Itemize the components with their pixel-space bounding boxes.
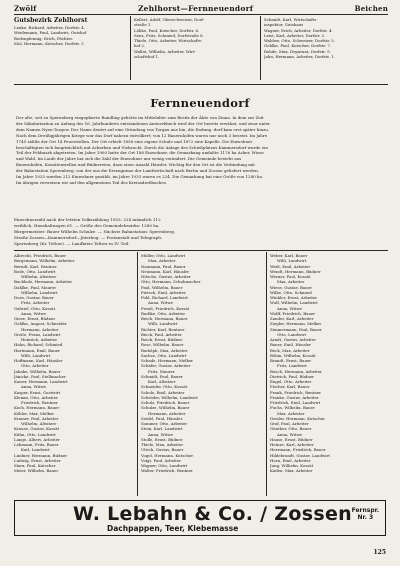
paragraph-line: Teil der Feldmark abgetreten. Im Jahre 1900 hatte der Ort 188 Einwohner, die Gemarkung umfaßte 1176 ha Acker, Wiese: [16, 150, 264, 156]
resident-entry: Dahlke, Paul, Maurer: [14, 284, 57, 290]
resident-entry: Max, Arbeiter: [277, 410, 305, 416]
ad-products: Dachpappen, Teer, Klebemasse: [107, 524, 239, 533]
statistics-block: [14, 217, 344, 247]
resident-entry: Dietrich, Paul, Büdner: [270, 373, 315, 379]
paragraph-line: beschäftigten sich hauptsächlich mit Ackerbau und Viehzucht. Durch die Anlage des Schießplatzes Kummersdorf wurde ein: [16, 144, 268, 150]
resident-entry: Friedrich, Emil, Landwirt: [270, 400, 321, 405]
resident-entry: Neumann, Karl, Häusler: [141, 268, 190, 274]
resident-entry: Kramer, Paul, Arbeiter: [14, 415, 59, 421]
section-heading: Gutsbezirk Zehlhorst: [14, 17, 88, 24]
paragraph-line: der Säkularisation zu Anfang des 16. Jahrhunderts entstandenen Amtserbbuch wird der Ort bereits erwähnt, und zwar unter: [16, 120, 271, 126]
section-title: Fernneuendorf: [150, 96, 250, 110]
resident-entry: Lange, Albert, Arbeiter: [14, 436, 60, 442]
resident-entry: Franke, Gustav, Arbeiter: [270, 394, 319, 400]
resident-entry: Wolf, Wilhelm, Landwirt: [270, 300, 318, 306]
resident-entry: Engel, Otto, Arbeiter: [270, 379, 312, 384]
section-rule: [14, 84, 388, 85]
advertisement: [14, 500, 386, 536]
resident-entry: Hartmann, Emil, Bauer: [14, 347, 60, 353]
residents-column-2: [141, 253, 263, 495]
resident-entry: Zander, Karl, Arbeiter: [270, 316, 314, 321]
resident-entry: Geisler, Hermann, Kutscher: [270, 415, 325, 421]
resident-entry: Kasper, Ernst, Gastwirt: [14, 389, 61, 395]
resident-entry: Beck, Max, Arbeiter: [270, 347, 310, 353]
resident-entry: Wilhelm, Altsitzer: [21, 421, 57, 426]
resident-entry: Pohl, Richard, Landwirt: [141, 295, 188, 300]
resident-entry: Jänicke, Paul, Stellmacher: [14, 373, 66, 379]
resident-entry: Willi, Landwirt: [277, 258, 307, 264]
resident-entry: Werner, Paul, Kossät: [270, 274, 311, 279]
column-divider: [130, 16, 131, 80]
resident-entry: Wilke, Otto, Schmied: [270, 289, 312, 295]
resident-entry: Wagner, Erich, Arbeiter, Dorfstr. 4.: [264, 27, 333, 33]
resident-entry: Fuchs, Wilhelm, Bauer: [270, 405, 315, 411]
resident-entry: schaftshof 1.: [134, 53, 160, 59]
resident-entry: Wiese, Gustav, Bauer: [270, 284, 312, 290]
resident-entry: Jahnke, Wilhelm, Bauer: [14, 368, 61, 374]
resident-entry: Wallat, Wilhelm, Arbeiter, Wirt-: [134, 48, 196, 54]
resident-entry: Lehmann, Fritz, Bauer: [14, 442, 59, 447]
resident-entry: Sommer, Otto, Arbeiter: [141, 421, 188, 426]
resident-entry: Köhler, Max, Melker: [14, 410, 55, 416]
resident-entry: Kellert, Adolf, Oberschweizer, Dorf-: [134, 17, 205, 22]
resident-entry: Wagner, Otto, Landwirt: [141, 463, 188, 468]
resident-entry: Nitsche, Gustav, Arbeiter: [141, 274, 191, 279]
resident-entry: Mol, Hermann, Kutscher, Dorfstr. 3: [14, 40, 84, 46]
ad-firm-name: W. Lebahn & Co. / Zossen: [73, 503, 352, 525]
resident-entry: Walter, Friedrich, Rentner: [141, 468, 193, 474]
page-header: [14, 3, 388, 15]
resident-entry: Gohlke, Paul, Kutscher, Dorfstr. 7.: [264, 43, 332, 49]
resident-entry: Radtke, Otto, Arbeiter: [141, 310, 186, 316]
resident-entry: Richter, Karl, Rentner: [141, 326, 185, 332]
paragraph-line: Im Jahre 1925 wurden 212 Einwohner gezählt, im Jahre 1933 waren es 224. Die Gemarkung hat eine Größe von 1280 ha.: [16, 174, 264, 180]
resident-entry: Ziegler, Hermann, Melker: [270, 321, 322, 327]
resident-entry: Hildebrandt, Gustav, Landwirt: [270, 452, 330, 458]
resident-entry: inspektor, Gutshaus: [264, 22, 304, 28]
resident-entry: Müller, Otto, Landwirt: [141, 253, 186, 258]
statistics-line: Bürgermeister: Bauer Wilhelm Schulze. — Nächste Bahnstation: Sperenberg.: [14, 228, 176, 234]
resident-entry: Weber, Karl, Bauer: [270, 253, 308, 258]
resident-entry: Weiß, Emil, Arbeiter: [270, 263, 311, 269]
resident-entry: Sachse, Otto, Landwirt: [141, 352, 187, 358]
paragraph-line: Der alte, seit zu Sperenberg eingepfarrte Rundling gehörte im Mittelalter zum Besitz der Äbte von Zinna. In dem zur Zeit: [16, 115, 264, 120]
ad-phone-number: Nr. 3: [357, 514, 374, 521]
resident-entry: Voigt, Paul, Arbeiter: [141, 457, 181, 463]
resident-entry: Schulze, Wilhelm, Bauer: [141, 405, 190, 411]
resident-entry: Klemm, Otto, Arbeiter: [14, 394, 58, 400]
ad-phone-label: Fernspr.: [351, 507, 379, 514]
resident-entry: Thiele, Max, Arbeiter: [141, 442, 184, 447]
resident-entry: Löbke, Paul, Kutscher, Dorfstr. 6.: [134, 27, 200, 33]
resident-entry: Kaden, Max, Arbeiter: [270, 468, 313, 474]
resident-entry: Wendt, Hermann, Büdner: [270, 268, 321, 274]
resident-entry: Herrmann, Friedrich, Bauer: [270, 447, 326, 453]
statistics-line: Sperenberg (Kr. Teltow). — Landkreis Teltow in IV. Teil.: [14, 240, 130, 246]
resident-entry: Willi, Landwirt: [148, 321, 178, 327]
resident-entry: Anna, Witwe: [277, 431, 302, 437]
residents-column-1: [14, 253, 134, 495]
resident-entry: Anna, Witwe: [21, 310, 46, 316]
resident-entry: Böhm, Wilhelm, Kossät: [270, 352, 316, 358]
resident-entry: Anna, Witwe: [277, 305, 302, 311]
header-center: Zehlhorst—Fernneuendorf: [137, 4, 254, 13]
resident-entry: Schmidt, Paul, Bauer: [141, 373, 183, 379]
resident-entry: Rieck, Paul, Arbeiter: [141, 331, 182, 337]
resident-entry: Horn, Emil, Arbeiter: [270, 457, 311, 463]
resident-entry: Bodenpfennig, Erich, Pächter.: [14, 35, 74, 41]
resident-entry: Heinrich, Arbeiter: [21, 337, 58, 342]
paragraph-line: der Bahnstation Sperenberg, von der aus die Erzeugnisse der Landwirtschaft nach Berlin und Zossen geliefert werden.: [16, 168, 259, 174]
resident-entry: Pietsch, Emil, Arbeiter: [141, 289, 186, 295]
paragraph-line: und Wald. Im Laufe der Jahre hat sich die Zahl der Einwohner nur wenig verändert. Die Gemeinde besteht aus: [16, 156, 242, 162]
resident-entry: Arndt, Gustav, Arbeiter: [270, 337, 316, 342]
resident-entry: Berndt, Karl, Rentner: [14, 263, 57, 269]
resident-entry: Koch, Hermann, Bauer: [14, 405, 60, 411]
top-middle-column: [134, 17, 256, 77]
resident-entry: Schulz, Friedrich, Bauer: [141, 400, 190, 405]
paragraph-line: Bauernhöfen, Kossätenstellen und Büdnereien, dazu einer Anzahl Häusler. Wichtig für den Ort ist die Verbindung mit: [16, 162, 255, 168]
resident-entry: Heinze, Karl, Arbeiter: [270, 442, 314, 447]
resident-entry: Hermann, Arbeiter: [21, 326, 59, 332]
resident-entry: Fritz, Maurer: [148, 368, 175, 374]
resident-entry: Krause, Gustav, Kossät: [14, 426, 60, 432]
resident-entry: Max, Arbeiter: [148, 258, 176, 264]
resident-entry: Zimmermann, Paul, Bauer: [270, 326, 322, 332]
resident-entry: Dorn, Gustav, Bauer: [14, 295, 54, 300]
resident-entry: Brandt, Ernst, Bauer: [270, 358, 312, 363]
resident-entry: Waldow, Otto, Schweizer, Dorfstr. 5.: [264, 38, 335, 43]
resident-entry: Reich, Hermann, Bauer: [141, 316, 188, 321]
resident-entry: Marx, Paul, Kutscher: [14, 463, 56, 468]
resident-entry: Roick, Ernst, Büdner: [141, 337, 183, 342]
resident-entry: Meier, Wilhelm, Bauer: [14, 468, 59, 474]
resident-entry: Scholz, Emil, Arbeiter: [141, 389, 185, 395]
resident-entry: Rose, Wilhelm, Bauer: [141, 342, 184, 348]
resident-entry: Leist, Karl, Arbeiter, Dorfstr. 2.: [264, 32, 326, 38]
resident-entry: Otto, Hermann, Schuhmacher: [141, 279, 201, 285]
resident-entry: Hermann, Arbeiter: [148, 410, 186, 416]
resident-entry: Wolff, Friedrich, Bauer: [270, 310, 316, 316]
resident-entry: Paul, Wilhelm, Bauer: [141, 284, 183, 290]
resident-entry: Karl, Altsitzer: [148, 379, 176, 384]
resident-entry: Fritz, Arbeiter: [21, 300, 50, 306]
resident-entry: Graf, Paul, Arbeiter: [270, 421, 309, 426]
resident-entry: Rudolph, Max, Arbeiter: [141, 347, 188, 353]
resident-entry: Frank, Friedrich, Rentner: [270, 389, 322, 395]
resident-entry: straße 1.: [134, 22, 152, 28]
resident-entry: hof 2.: [134, 43, 146, 49]
resident-entry: Thiele, Otto, Arbeiter, Wirtschafts-: [134, 38, 203, 43]
resident-entry: Schäfer, Gustav, Arbeiter: [141, 363, 191, 369]
resident-entry: Giese, Ernst, Büdner: [14, 316, 56, 321]
resident-entry: Buchholz, Hermann, Arbeiter: [14, 279, 73, 285]
resident-entry: Senz, Fritz, Schmied, Dorfstraße 8.: [134, 32, 204, 38]
resident-entry: Stein, Karl, Landwirt: [141, 426, 183, 432]
resident-entry: Lenke, Richard, Arbeiter, Dorfstr. 4.: [14, 25, 85, 30]
resident-entry: Stolle, Ernst, Büdner: [141, 436, 183, 442]
page-number: 125: [373, 549, 386, 556]
resident-entry: Schade, Hermann, Melker: [141, 358, 194, 363]
resident-entry: Busch, Hermann, Arbeiter: [270, 368, 323, 374]
column-divider: [260, 16, 261, 80]
column-divider: [266, 252, 267, 496]
top-left-column: [14, 17, 126, 77]
resident-entry: Winkler, Ernst, Arbeiter: [270, 295, 318, 300]
resident-entry: Kühn, Otto, Landwirt: [14, 431, 56, 437]
resident-entry: Bode, Otto, Landwirt: [14, 268, 56, 274]
header-left: Zwölf: [14, 4, 37, 13]
resident-entry: Naumann, Paul, Bauer: [141, 263, 186, 269]
resident-entry: Fischer, Karl, Bauer: [270, 384, 310, 390]
resident-entry: Wilhelm, Altsitzer: [21, 274, 57, 279]
resident-entry: Gohlke, August, Schneider: [14, 321, 67, 327]
resident-entry: Hoffmann, Karl, Häusler: [14, 358, 63, 363]
resident-entry: Anna, Witwe: [148, 300, 173, 306]
resident-entry: Bergemann, Wilhelm, Arbeiter: [14, 258, 75, 264]
resident-entry: Haase, Ernst, Büdner: [270, 436, 313, 442]
resident-entry: Jung, Wilhelm, Kossät: [270, 463, 314, 468]
ad-phone: [352, 507, 379, 521]
resident-entry: Preuß, Friedrich, Kossät: [141, 305, 190, 311]
resident-entry: Friedrich, Rentner: [21, 400, 58, 405]
header-right: Beichen: [354, 4, 388, 13]
resident-entry: Hahn, Richard, Schmied: [14, 342, 63, 348]
resident-entry: Otto, Arbeiter: [21, 363, 49, 369]
history-paragraph: [16, 115, 386, 186]
resident-entry: Große, Franz, Landwirt: [14, 331, 61, 337]
paragraph-line: 1745 zählte der Ort 14 Feuerstellen. Der Ort erhielt 1856 eine eigene Schule und 1872 eine Kapelle. Die Einwohner: [16, 138, 253, 144]
resident-entry: Wilhelm, Landwirt: [21, 289, 58, 295]
resident-entry: Weidemann, Paul, Landwirt, Gutshof: [14, 30, 87, 36]
statistics-line: weiblich, Haushaltungen 61. — Größe des Gemeindebezirks: 1280 ha.: [14, 222, 160, 228]
resident-entry: Günther, Otto, Bauer: [270, 426, 312, 432]
resident-entry: Anna, Witwe: [148, 431, 173, 437]
statistics-line: Einwohnerzahl nach der letzten Volkszählung 1933: 224 männlich 112: [14, 217, 161, 222]
resident-entry: Anna, Witwe: [21, 384, 46, 390]
resident-entry: Willi, Landwirt: [21, 352, 51, 358]
resident-entry: Bauer, Emil, Häusler: [270, 342, 312, 348]
resident-entry: Schneider, Otto, Kossät: [141, 384, 188, 390]
resident-entry: Rohde, Max, Deputant, Dorfstr. 9.: [264, 48, 331, 54]
resident-entry: Albrecht, Friedrich, Bauer: [14, 253, 67, 258]
paragraph-line: Nach dem Dreißigjährigen Kriege war das Dorf nahezu entvölkert; von 12 Bauernhöfen waren nur noch 3 besetzt. Im Jahre: [16, 132, 268, 138]
resident-entry: Ludwig, Ernst, Arbeiter: [14, 457, 61, 463]
resident-entry: Vogel, Hermann, Kutscher: [141, 452, 194, 458]
residents-column-3: [270, 253, 388, 495]
resident-entry: Fritz, Landwirt: [277, 363, 307, 369]
resident-entry: Schröder, Wilhelm, Landwirt: [141, 394, 198, 400]
statistics-line: Straße Zossen—Kummersdorf—Jüterbog. — Postanstalt und Telegraph:: [14, 234, 163, 240]
resident-entry: Karl, Landwirt: [21, 447, 50, 453]
resident-entry: Ulrich, Gustav, Bauer: [141, 447, 184, 453]
resident-entry: Gabriel, Otto, Kossät: [14, 305, 56, 311]
resident-entry: Kaiser, Hermann, Landwirt: [14, 379, 68, 384]
resident-entry: Lindner, Hermann, Büdner: [14, 452, 68, 458]
resident-entry: Seidel, Paul, Häusler: [141, 415, 183, 421]
section-rule: [14, 250, 388, 251]
top-right-column: [264, 17, 388, 77]
resident-entry: Schmidt, Karl, Wirtschafts-: [264, 17, 318, 22]
resident-entry: Max, Arbeiter: [277, 279, 305, 285]
resident-entry: Jahn, Hermann, Arbeiter, Dorfstr. 1.: [264, 53, 335, 59]
column-divider: [137, 252, 138, 496]
paragraph-line: dem Namen Nyen-Torgow. Der Name deutet auf eine Gründung von Torgau aus hin, die Endung -dorf kam erst später hinzu.: [16, 126, 270, 132]
resident-entry: Otto, Landwirt: [277, 331, 307, 337]
paragraph-line: Im übrigen verweisen wir auf den allgemeinen Teil des Kreisadreßbuches.: [16, 179, 168, 185]
